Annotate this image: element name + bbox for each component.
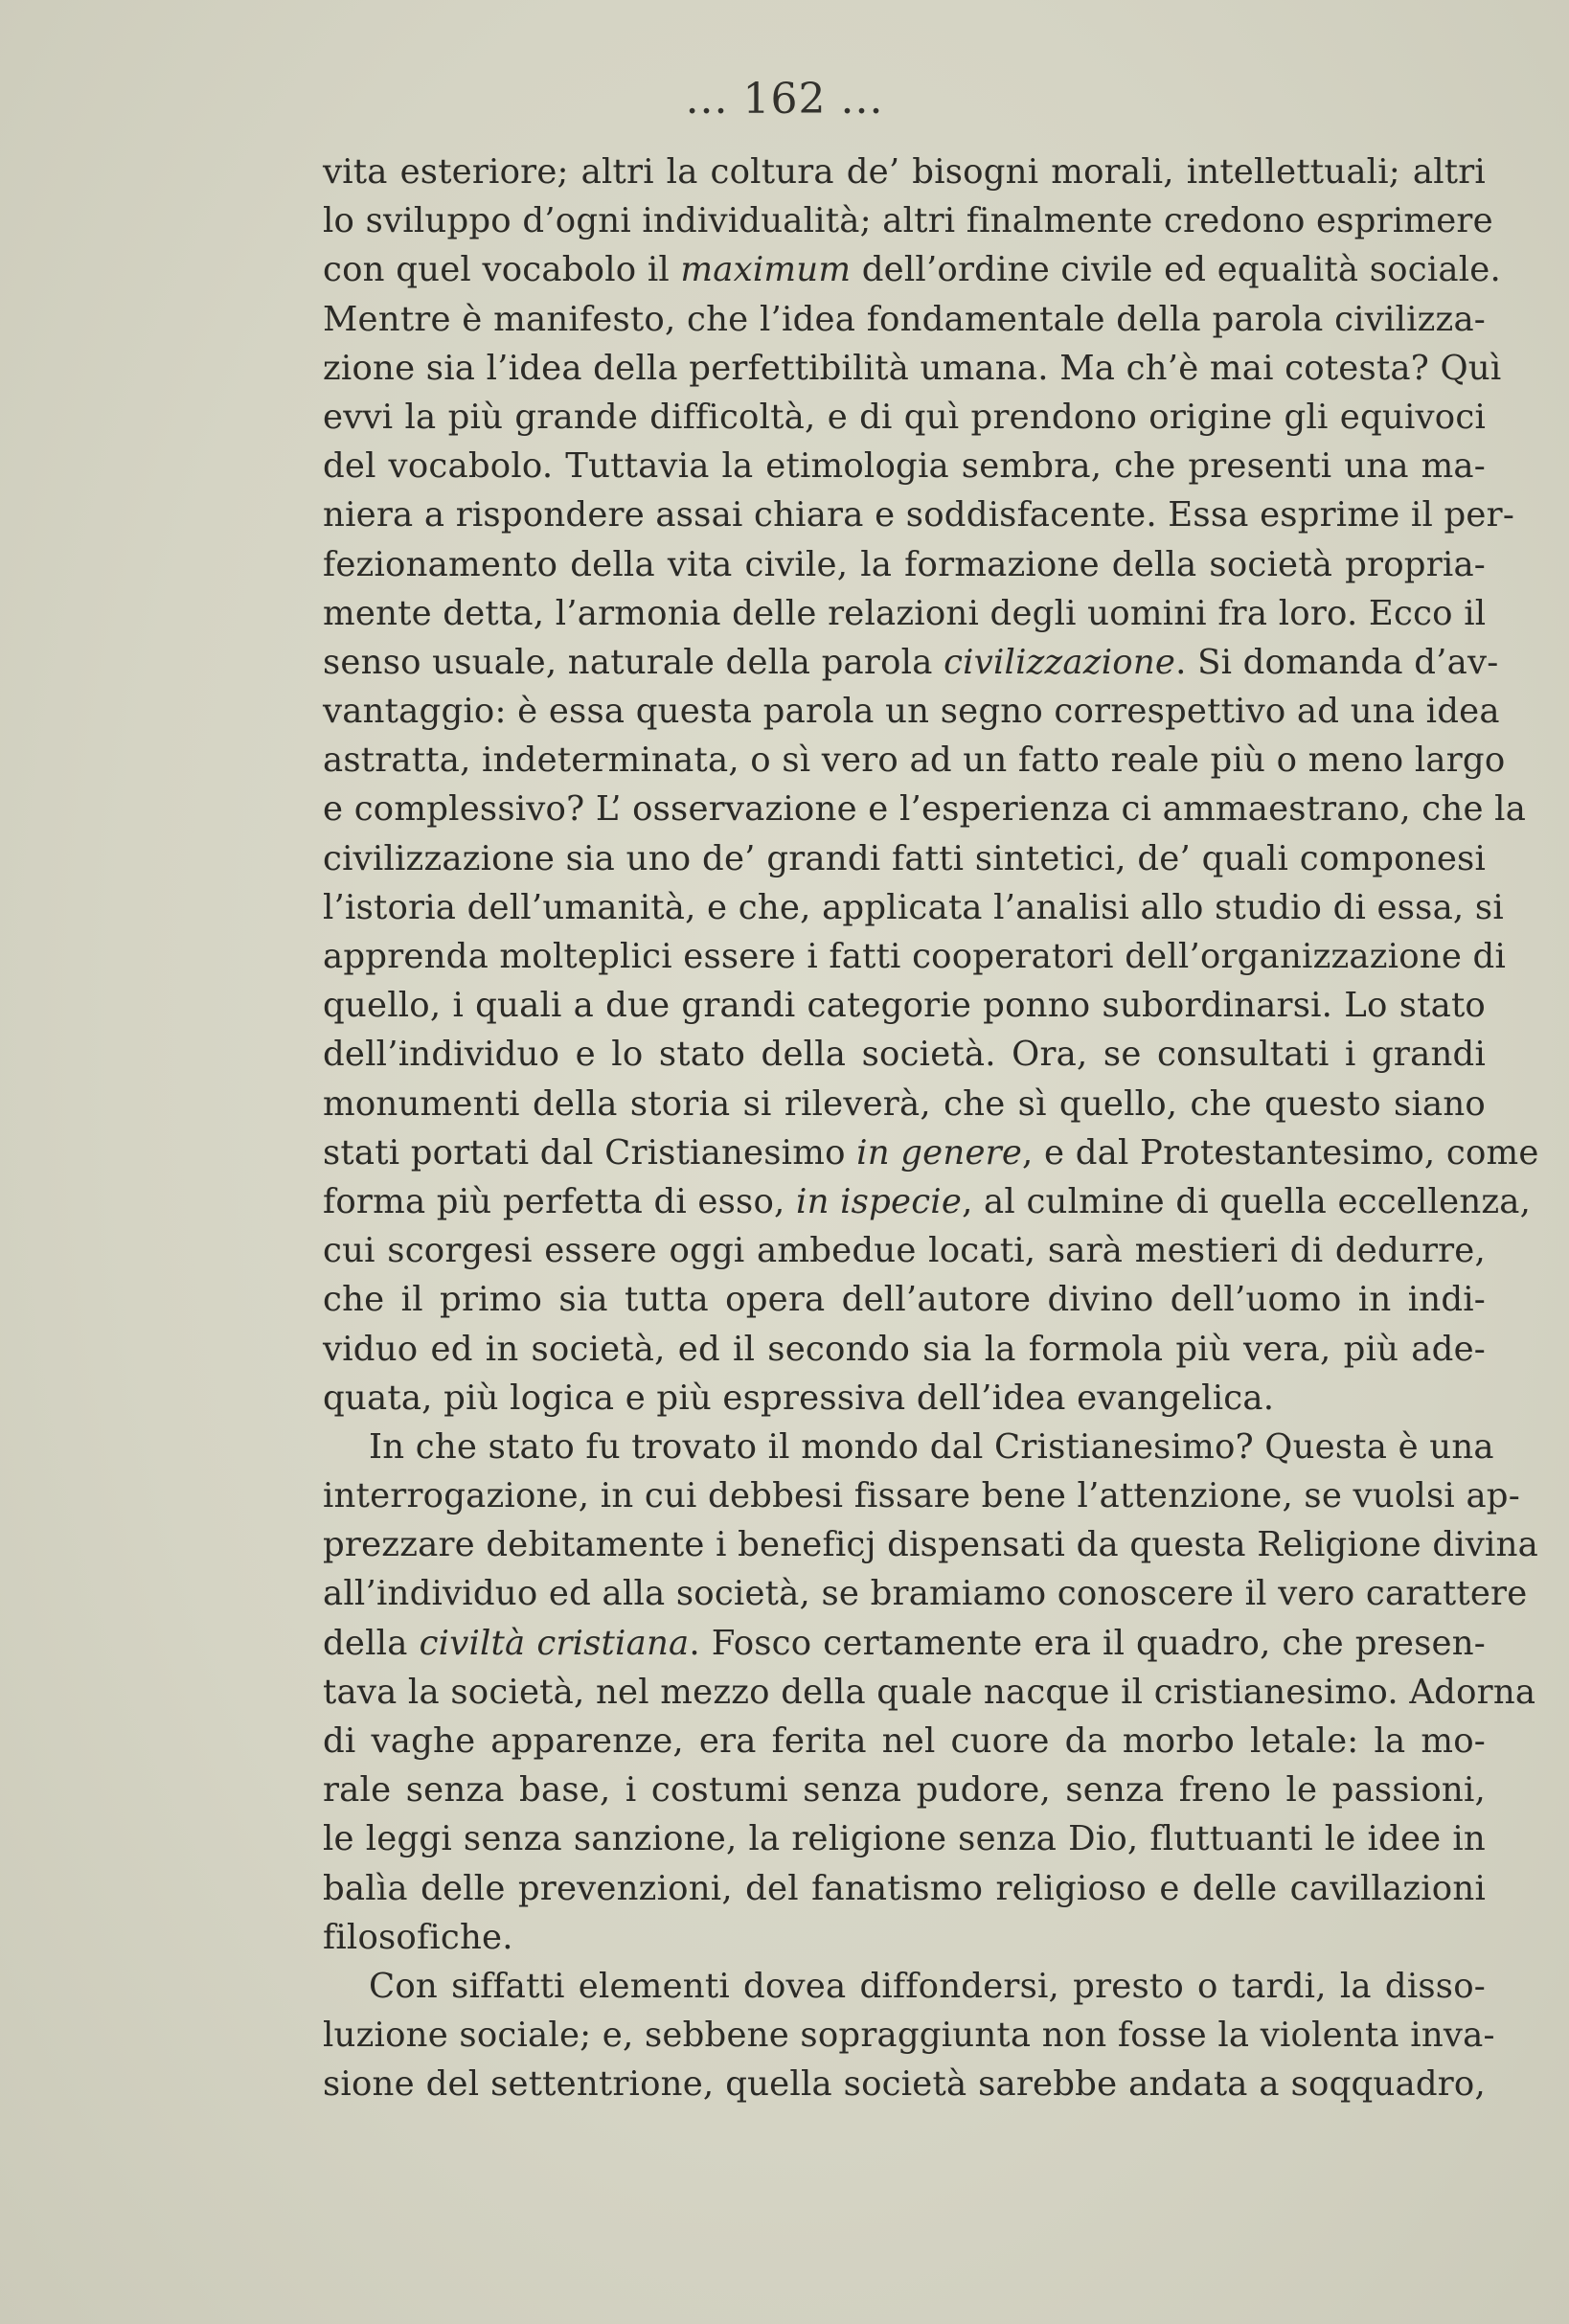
text-line: Mentre è manifesto, che l’idea fondamentale della parola civilizza-: [323, 299, 1486, 339]
text-line: vita esteriore; altri la coltura de’ bisogni morali, intellettuali; altri: [323, 152, 1486, 192]
text-line: cui scorgesi essere oggi ambedue locati, sarà mestieri di dedurre,: [323, 1231, 1486, 1271]
text-line: rale senza base, i costumi senza pudore, senza freno le passioni,: [323, 1770, 1486, 1811]
text-line: monumenti della storia si rileverà, che sì quello, che questo siano: [323, 1083, 1486, 1124]
text-line: [323, 245, 1501, 294]
italic-term: civiltà cristiana: [419, 1623, 690, 1663]
text-line: interrogazione, in cui debbesi fissare bene l’attenzione, se vuolsi ap-: [323, 1476, 1520, 1516]
text-line: filosofiche.: [323, 1917, 513, 1957]
text-line: [323, 1128, 1539, 1177]
text-line: luzione sociale; e, sebbene sopraggiunta non fosse la violenta inva-: [323, 2016, 1495, 2056]
text-line: quello, i quali a due grandi categorie ponno subordinarsi. Lo stato: [323, 986, 1486, 1026]
text-line: astratta, indeterminata, o sì vero ad un fatto reale più o meno largo: [323, 740, 1506, 781]
text-line: e complessivo? L’ osservazione e l’esperienza ci ammaestrano, che la: [323, 789, 1527, 830]
text-line: del vocabolo. Tuttavia la etimologia sembra, che presenti una ma-: [323, 446, 1486, 487]
italic-term: in ispecie: [796, 1181, 963, 1221]
text-segment: stati portati dal Cristianesimo: [323, 1132, 857, 1173]
text-segment: della: [323, 1623, 420, 1663]
italic-term: civilizzazione: [944, 642, 1176, 682]
text-segment: forma più perfetta di esso,: [323, 1181, 797, 1221]
text-line: evvi la più grande difficoltà, e di quì prendono origine gli equivoci: [323, 397, 1486, 437]
text-line: l’istoria dell’umanità, e che, applicata l’analisi allo studio di essa, si: [323, 887, 1504, 927]
text-segment: dell’ordine civile ed equalità sociale.: [851, 250, 1501, 290]
text-segment: , e dal Protestantesimo, come: [1022, 1132, 1539, 1173]
text-line: all’individuo ed alla società, se bramiamo conoscere il vero carattere: [323, 1574, 1528, 1614]
page-number: ... 162 ...: [685, 75, 884, 124]
text-line: fezionamento della vita civile, la formazione della società propria-: [323, 544, 1486, 584]
text-segment: senso usuale, naturale della parola: [323, 642, 944, 682]
body-text: [323, 148, 1539, 2109]
text-line: che il primo sia tutta opera dell’autore divino dell’uomo in indi-: [323, 1280, 1486, 1320]
text-line: lo sviluppo d’ogni individualità; altri finalmente credono esprimere: [323, 201, 1493, 241]
text-line: [323, 638, 1499, 687]
text-line: sione del settentrione, quella società sarebbe andata a soqquadro,: [323, 2064, 1486, 2105]
text-line: di vaghe apparenze, era ferita nel cuore da morbo letale: la mo-: [323, 1721, 1486, 1761]
text-line: Con siffatti elementi dovea diffondersi, presto o tardi, la disso-: [369, 1966, 1486, 2006]
text-line: quata, più logica e più espressiva dell’idea evangelica.: [323, 1378, 1275, 1418]
text-segment: , al culmine di quella eccellenza,: [962, 1181, 1532, 1221]
text-line: dell’individuo e lo stato della società. Ora, se consultati i grandi: [323, 1035, 1486, 1075]
italic-term: in genere: [856, 1132, 1023, 1173]
text-line: viduo ed in società, ed il secondo sia la formola più vera, più ade-: [323, 1329, 1486, 1369]
text-line: vantaggio: è essa questa parola un segno correspettivo ad una idea: [323, 692, 1500, 732]
text-segment: con quel vocabolo il: [323, 250, 681, 290]
text-line: zione sia l’idea della perfettibilità umana. Ma ch’è mai cotesta? Quì: [323, 348, 1502, 388]
text-line: In che stato fu trovato il mondo dal Cristianesimo? Questa è una: [369, 1426, 1494, 1467]
text-segment: . Fosco certamente era il quadro, che presen-: [689, 1623, 1486, 1663]
text-line: [323, 1619, 1486, 1668]
text-line: tava la società, nel mezzo della quale nacque il cristianesimo. Adorna: [323, 1672, 1536, 1712]
text-line: niera a rispondere assai chiara e soddisfacente. Essa esprime il per-: [323, 495, 1515, 535]
text-line: civilizzazione sia uno de’ grandi fatti sintetici, de’ quali componesi: [323, 838, 1486, 878]
text-line: prezzare debitamente i beneficj dispensati da questa Religione divina: [323, 1525, 1539, 1565]
text-segment: . Si domanda d’av-: [1175, 642, 1499, 682]
text-line: balìa delle prevenzioni, del fanatismo religioso e delle cavillazioni: [323, 1868, 1486, 1908]
italic-term: maximum: [680, 250, 852, 290]
text-line: mente detta, l’armonia delle relazioni degli uomini fra loro. Ecco il: [323, 593, 1487, 633]
text-line: apprenda molteplici essere i fatti cooperatori dell’organizzazione di: [323, 937, 1507, 976]
text-line: le leggi senza sanzione, la religione senza Dio, fluttuanti le idee in: [323, 1819, 1486, 1859]
text-line: [323, 1177, 1532, 1226]
